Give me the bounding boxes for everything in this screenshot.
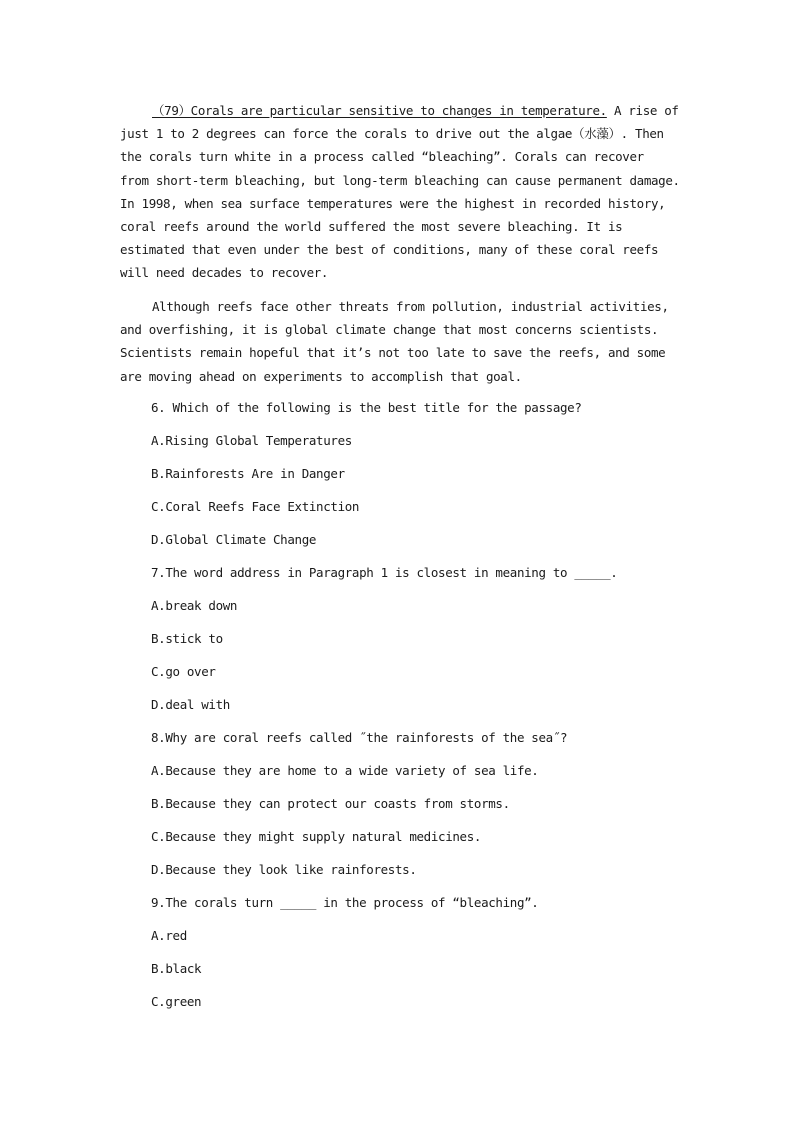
question-6-option-c: C.Coral Reefs Face Extinction: [151, 499, 360, 514]
paragraph-1-line-8: will need decades to recover.: [120, 265, 329, 281]
paragraph-1-line-2: just 1 to 2 degrees can force the corals to drive out the algae（水藻）. Then: [120, 126, 664, 142]
question-6-option-a: A.Rising Global Temperatures: [151, 433, 352, 448]
paragraph-1-line-1-rest: A rise of: [606, 103, 679, 118]
question-8-option-c: C.Because they might supply natural medicines.: [151, 829, 482, 844]
paragraph-2-line-1: Although reefs face other threats from pollution, industrial activities,: [152, 299, 669, 314]
paragraph-1-line-7: estimated that even under the best of conditions, many of these coral reefs: [120, 242, 659, 258]
question-6-option-d: D.Global Climate Change: [151, 532, 317, 547]
question-6-stem: 6. Which of the following is the best title for the passage?: [151, 400, 582, 415]
paragraph-2-line-2: and overfishing, it is global climate change that most concerns scientists.: [120, 322, 659, 338]
paragraph-1-line-4: from short-term bleaching, but long-term bleaching can cause permanent damage.: [120, 172, 680, 188]
paragraph-2-line-3: Scientists remain hopeful that it’s not too late to save the reefs, and some: [120, 345, 666, 361]
question-9-option-b: B.black: [151, 961, 202, 976]
question-7-stem: 7.The word address in Paragraph 1 is closest in meaning to _____.: [151, 565, 618, 580]
question-7-option-a: A.break down: [151, 598, 238, 613]
question-6-option-b: B.Rainforests Are in Danger: [151, 466, 345, 481]
question-7-option-d: D.deal with: [151, 697, 230, 712]
underlined-sentence-79: （79）Corals are particular sensitive to changes in temperature.: [152, 103, 607, 118]
question-7-option-c: C.go over: [151, 664, 216, 679]
passage-paragraph-2: [120, 295, 670, 388]
question-8-option-a: A.Because they are home to a wide variety of sea life.: [151, 763, 539, 778]
passage-paragraph-1: [120, 99, 680, 285]
question-8-option-b: B.Because they can protect our coasts from storms.: [151, 796, 510, 811]
paragraph-1-line-1: [120, 99, 679, 122]
paragraph-2-line-4: are moving ahead on experiments to accomplish that goal.: [120, 368, 522, 384]
paragraph-1-line-5: In 1998, when sea surface temperatures were the highest in recorded history,: [120, 195, 666, 211]
question-7-option-b: B.stick to: [151, 631, 223, 646]
question-9-stem: 9.The corals turn _____ in the process of “bleaching”.: [151, 895, 539, 910]
question-9-option-c: C.green: [151, 994, 202, 1009]
question-8-stem: 8.Why are coral reefs called ˝the rainforests of the sea˝?: [151, 730, 568, 745]
paragraph-1-line-6: coral reefs around the world suffered the most severe bleaching. It is: [120, 219, 623, 235]
question-9-option-a: A.red: [151, 928, 187, 943]
paragraph-1-line-3: the corals turn white in a process called “bleaching”. Corals can recover: [120, 149, 644, 165]
question-8-option-d: D.Because they look like rainforests.: [151, 862, 417, 877]
